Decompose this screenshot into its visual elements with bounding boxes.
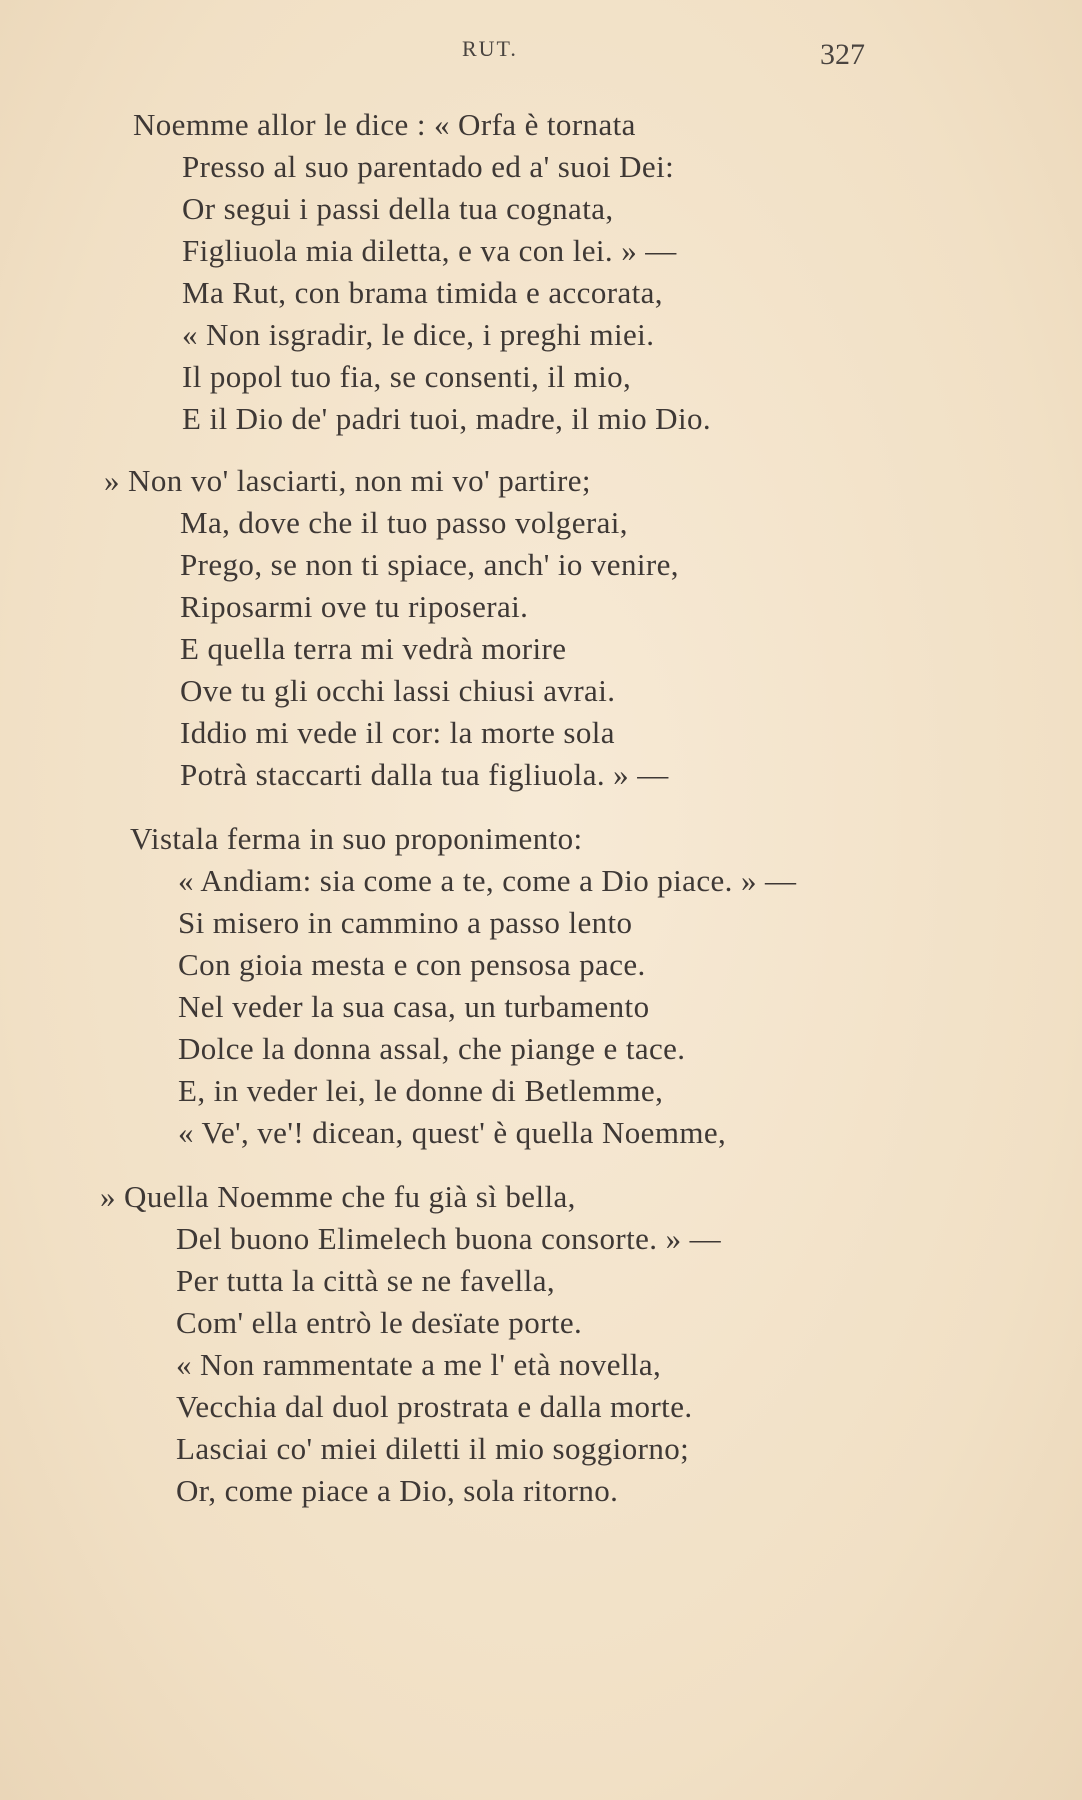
verse-line: Riposarmi ove tu riposerai.	[180, 589, 529, 624]
running-title: RUT.	[462, 36, 518, 61]
verse-line: Ove tu gli occhi lassi chiusi avrai.	[180, 673, 616, 708]
verse-line: Si misero in cammino a passo lento	[178, 905, 633, 940]
verse-line: Ma, dove che il tuo passo volgerai,	[180, 505, 628, 540]
verse-line: Per tutta la città se ne favella,	[176, 1263, 556, 1298]
verse-line: Or segui i passi della tua cognata,	[182, 191, 614, 226]
verse-line: Vecchia dal duol prostrata e dalla morte.	[176, 1389, 693, 1424]
verse-line: Vistala ferma in suo proponimento:	[130, 821, 583, 856]
verse-line: E quella terra mi vedrà morire	[180, 631, 567, 666]
verse-line: Ma Rut, con brama timida e accorata,	[182, 275, 663, 310]
verse-line: » Quella Noemme che fu già sì bella,	[100, 1179, 576, 1214]
verse-line: Prego, se non ti spiace, anch' io venire,	[180, 547, 679, 582]
verse-line: Com' ella entrò le desïate porte.	[176, 1305, 583, 1340]
verse-line: Con gioia mesta e con pensosa pace.	[178, 947, 646, 982]
verse-line: E, in veder lei, le donne di Betlemme,	[178, 1073, 664, 1108]
page-number: 327	[820, 38, 865, 71]
verse-line: Il popol tuo fia, se consenti, il mio,	[182, 359, 632, 394]
verse-line: Lasciai co' miei diletti il mio soggiorno;	[176, 1431, 690, 1466]
verse-line: « Non rammentate a me l' età novella,	[176, 1347, 662, 1382]
verse-line: Or, come piace a Dio, sola ritorno.	[176, 1473, 619, 1508]
verse-line: Dolce la donna assal, che piange e tace.	[178, 1031, 686, 1066]
verse-line: Potrà staccarti dalla tua figliuola. » —	[180, 757, 669, 792]
verse-line: Presso al suo parentado ed a' suoi Dei:	[182, 149, 675, 184]
verse-line: « Andiam: sia come a te, come a Dio piace. » —	[178, 863, 797, 898]
verse-line: « Ve', ve'! dicean, quest' è quella Noemme,	[178, 1115, 727, 1150]
verse-line: Noemme allor le dice : « Orfa è tornata	[133, 107, 636, 142]
verse-line: » Non vo' lasciarti, non mi vo' partire;	[104, 463, 591, 498]
verse-line: Figliuola mia diletta, e va con lei. » —	[182, 233, 677, 268]
verse-line: E il Dio de' padri tuoi, madre, il mio Dio.	[182, 401, 712, 436]
verse-line: « Non isgradir, le dice, i preghi miei.	[182, 317, 655, 352]
verse-line: Del buono Elimelech buona consorte. » —	[176, 1221, 722, 1256]
verse-line: Iddio mi vede il cor: la morte sola	[180, 715, 615, 750]
verse-line: Nel veder la sua casa, un turbamento	[178, 989, 650, 1024]
